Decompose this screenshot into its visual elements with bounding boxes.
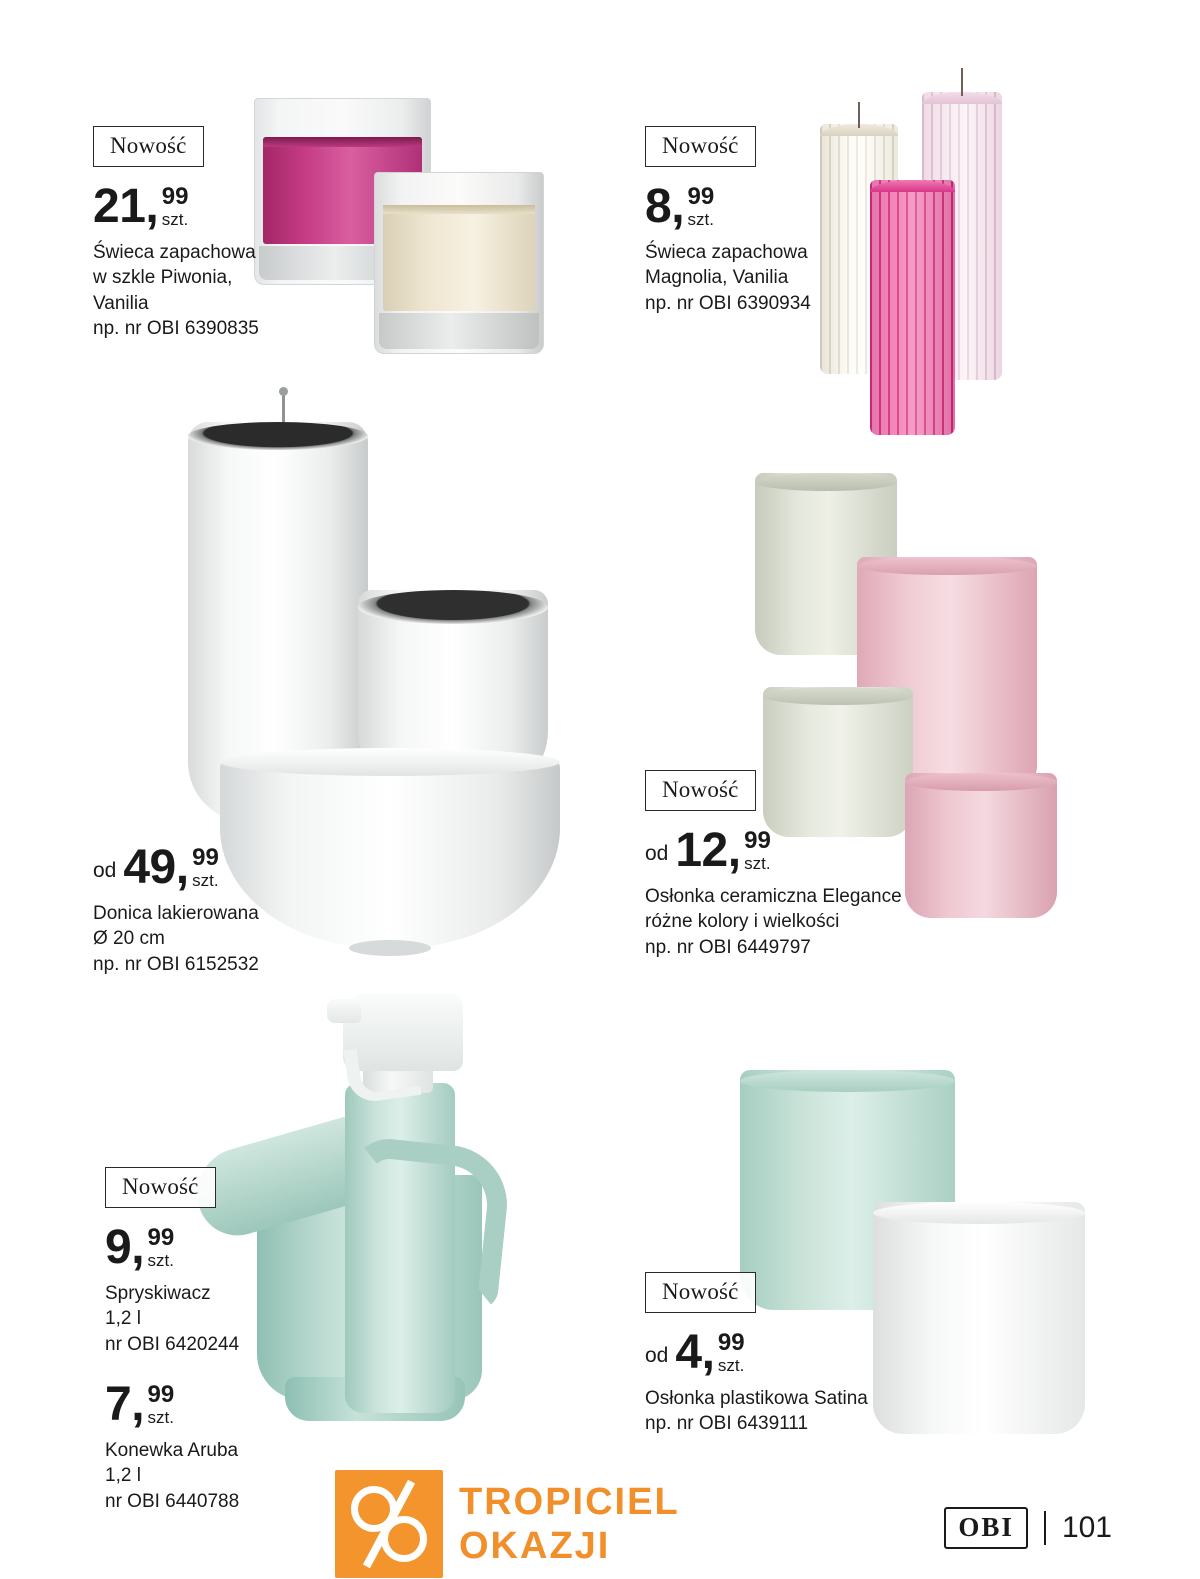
desc-line: Vanilia xyxy=(93,292,149,314)
bowl-foot xyxy=(349,940,431,956)
candle-wick xyxy=(961,68,963,96)
product-description-secondary xyxy=(105,1438,239,1514)
price-integer: 4 xyxy=(675,1326,702,1379)
new-badge: Nowość xyxy=(105,1167,216,1208)
pot-rim xyxy=(905,773,1057,791)
pot-rim xyxy=(763,687,913,705)
price-prefix: od xyxy=(93,859,117,883)
ceramic-pot-pink-small xyxy=(905,773,1057,918)
product-description xyxy=(105,1281,239,1357)
product-block-candle-glass xyxy=(93,126,259,341)
product-description xyxy=(645,1386,868,1437)
percent-slash xyxy=(363,1479,415,1568)
price-fraction: 99 xyxy=(717,1329,745,1357)
pillar-candle-pink xyxy=(870,180,955,435)
desc-line: Osłonka plastikowa Satina xyxy=(645,1388,868,1410)
pot-rim xyxy=(873,1202,1085,1224)
bowl-rim xyxy=(220,748,560,776)
price-comma: , xyxy=(727,824,742,877)
desc-line: Magnolia, Vanilia xyxy=(645,267,789,289)
price-unit: szt. xyxy=(687,210,714,230)
price-unit: szt. xyxy=(161,210,189,230)
price-comma: , xyxy=(131,1221,145,1274)
plastic-pot-white xyxy=(873,1202,1085,1434)
desc-line: Osłonka ceramiczna Elegance xyxy=(645,886,902,908)
product-description xyxy=(645,884,902,960)
price-comma: , xyxy=(145,180,159,233)
obi-logo: OBI xyxy=(944,1507,1028,1549)
desc-line: Świeca zapachowa xyxy=(645,242,808,264)
watermark-line-2: OKAZJI xyxy=(459,1524,611,1567)
watermark-line-1: TROPICIEL xyxy=(459,1480,680,1523)
price-unit: szt. xyxy=(147,1408,174,1428)
percent-icon xyxy=(335,1470,443,1578)
price-fraction: 99 xyxy=(744,827,771,855)
candle-ribs xyxy=(870,180,955,435)
product-code: np. nr OBI 6152532 xyxy=(93,953,259,975)
product-block-plastic-pot xyxy=(645,1272,868,1437)
product-description xyxy=(93,901,259,977)
spray-nozzle xyxy=(327,999,361,1023)
price xyxy=(93,841,259,894)
pot-rim xyxy=(740,1070,955,1092)
glass-candle-vanilla xyxy=(374,172,544,354)
price-integer: 7 xyxy=(105,1377,132,1431)
new-badge: Nowość xyxy=(645,1272,756,1313)
price-unit: szt. xyxy=(147,1251,174,1271)
price-comma: , xyxy=(671,180,685,233)
pot-rim xyxy=(755,473,897,491)
desc-line: 1,2 l xyxy=(105,1465,141,1487)
price-comma: , xyxy=(131,1377,145,1431)
product-description xyxy=(645,240,811,316)
scented-glass-candles-image xyxy=(244,88,574,378)
price-prefix: od xyxy=(645,842,669,866)
price-secondary xyxy=(105,1377,239,1431)
price-fraction: 99 xyxy=(147,1381,175,1409)
new-badge: Nowość xyxy=(93,126,204,167)
new-badge: Nowość xyxy=(645,126,756,167)
product-code: np. nr OBI 6390934 xyxy=(645,292,811,314)
sprayer-and-watering-can-image xyxy=(195,985,575,1465)
price xyxy=(105,1221,239,1274)
pillar-candles-image xyxy=(800,62,1070,412)
water-level-indicator xyxy=(282,392,285,426)
product-description xyxy=(93,240,259,341)
desc-line: różne kolory i wielkości xyxy=(645,911,840,933)
product-block-planter xyxy=(93,828,259,977)
watermark xyxy=(335,1468,735,1579)
planter-rim xyxy=(358,590,548,624)
price-unit: szt. xyxy=(744,854,771,874)
price-fraction: 99 xyxy=(192,844,219,872)
footer-divider xyxy=(1044,1511,1046,1545)
product-code: np. nr OBI 6439111 xyxy=(645,1413,809,1435)
planter-rim xyxy=(188,422,368,450)
price xyxy=(645,180,811,233)
price xyxy=(645,824,902,877)
candle-wick xyxy=(858,102,860,128)
desc-line: Donica lakierowana xyxy=(93,903,259,925)
candle-wax-vanilla xyxy=(383,205,535,311)
price-integer: 21 xyxy=(93,180,146,233)
desc-line: Świeca zapachowa xyxy=(93,242,256,264)
price-prefix: od xyxy=(645,1344,669,1368)
price-integer: 12 xyxy=(675,824,728,877)
price-integer: 49 xyxy=(123,841,176,894)
desc-line: w szkle Piwonia, xyxy=(93,267,233,289)
product-block-sprayer xyxy=(105,1167,239,1514)
price-fraction: 99 xyxy=(147,1224,175,1252)
price xyxy=(93,180,259,233)
product-code: np. nr OBI 6449797 xyxy=(645,936,811,958)
price xyxy=(645,1326,868,1379)
product-code: nr OBI 6440788 xyxy=(105,1490,240,1512)
price-integer: 9 xyxy=(105,1221,132,1274)
desc-line: Ø 20 cm xyxy=(93,928,165,950)
desc-line: Konewka Aruba xyxy=(105,1440,239,1462)
price-fraction: 99 xyxy=(687,183,715,211)
product-block-ceramic-pot xyxy=(645,770,902,960)
desc-line: Spryskiwacz xyxy=(105,1283,211,1305)
price-integer: 8 xyxy=(645,180,672,233)
page-number: 101 xyxy=(1061,1511,1112,1544)
product-block-candle-pillar xyxy=(645,126,811,316)
price-fraction: 99 xyxy=(161,183,189,211)
product-code: np. nr OBI 6390835 xyxy=(93,317,259,339)
watering-can-handle xyxy=(337,1135,513,1311)
new-badge: Nowość xyxy=(645,770,756,811)
price-unit: szt. xyxy=(717,1356,745,1376)
pot-rim xyxy=(857,557,1037,575)
candle-glass-base-2 xyxy=(379,313,539,349)
price-unit: szt. xyxy=(192,871,219,891)
planter-bowl xyxy=(220,758,560,948)
product-code: nr OBI 6420244 xyxy=(105,1333,240,1355)
price-comma: , xyxy=(701,1326,715,1379)
desc-line: 1,2 l xyxy=(105,1308,141,1330)
page-footer xyxy=(944,1507,1112,1549)
price-comma: , xyxy=(175,841,190,894)
